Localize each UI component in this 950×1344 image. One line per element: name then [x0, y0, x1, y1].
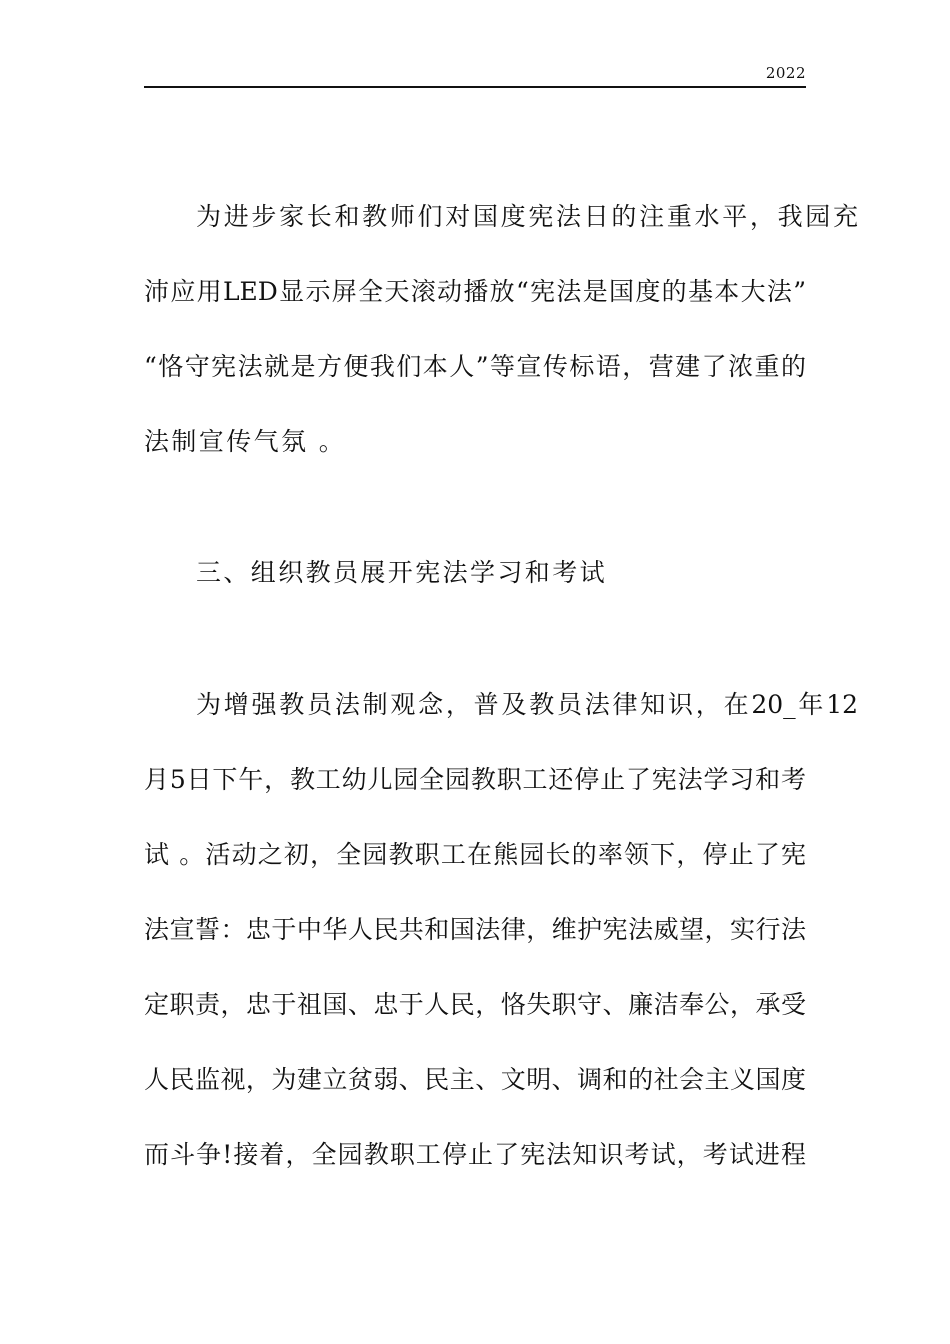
page-header: [144, 62, 806, 88]
header-year: 2022: [765, 64, 806, 82]
paragraph-2-line-7: 而斗争!接着，全园教职工停止了宪法知识考试，考试进程: [144, 1140, 806, 1169]
paragraph-1-line-2: 沛应用LED显示屏全天滚动播放“宪法是国度的基本大法”: [144, 277, 806, 306]
paragraph-2-line-6: 人民监视，为建立贫弱、民主、文明、调和的社会主义国度: [144, 1065, 806, 1094]
paragraph-2-line-4: 法宣誓：忠于中华人民共和国法律，维护宪法威望，实行法: [144, 915, 806, 944]
paragraph-2-line-3: 试 。活动之初，全园教职工在熊园长的率领下，停止了宪: [144, 840, 806, 869]
paragraph-2-line-2: 月5日下午，教工幼儿园全园教职工还停止了宪法学习和考: [144, 765, 806, 794]
paragraph-2-line-1: 为增强教员法制观念，普及教员法律知识，在20_年12: [196, 690, 858, 719]
paragraph-1-line-3: “恪守宪法就是方便我们本人”等宣传标语，营建了浓重的: [144, 352, 806, 381]
paragraph-1-line-4: 法制宣传气氛 。: [144, 427, 347, 456]
paragraph-1-line-1: 为进步家长和教师们对国度宪法日的注重水平，我园充: [196, 202, 858, 231]
section-heading: 三、组织教员展开宪法学习和考试: [196, 558, 608, 587]
paragraph-2-line-5: 定职责，忠于祖国、忠于人民，恪失职守、廉洁奉公，承受: [144, 990, 806, 1019]
